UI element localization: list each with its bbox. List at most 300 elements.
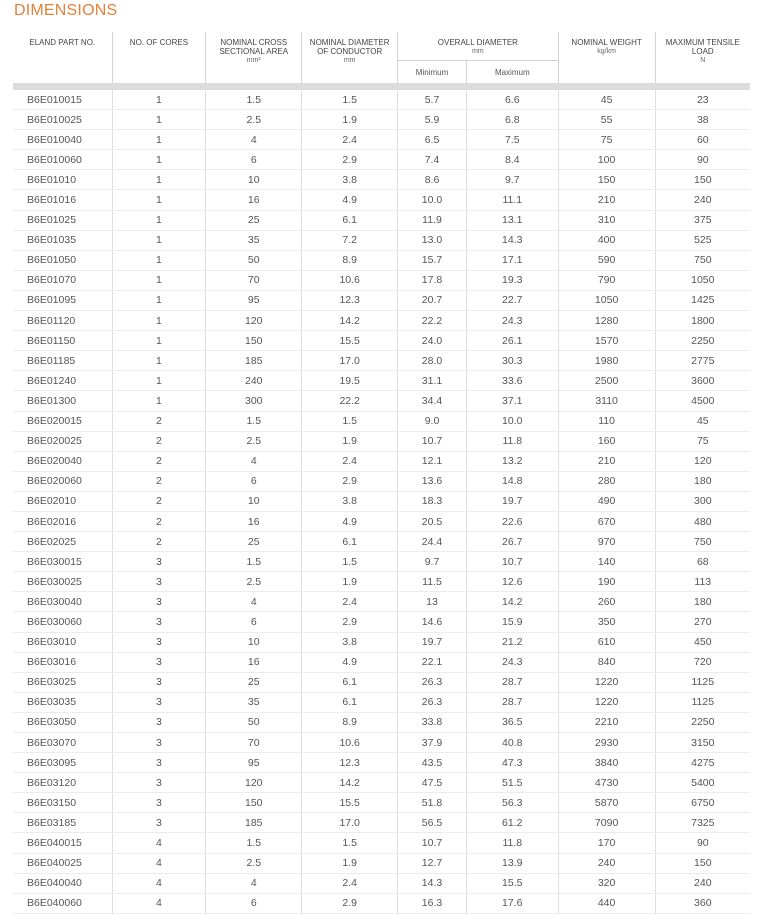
cell-cores: 3 (112, 712, 206, 732)
cell-conductor-diameter: 3.8 (302, 632, 398, 652)
cell-overall-min: 5.7 (398, 90, 467, 110)
cell-csa: 70 (206, 733, 302, 753)
cell-csa: 4 (206, 873, 302, 893)
table-row (13, 150, 750, 170)
cell-weight: 100 (558, 150, 655, 170)
cell-overall-min: 20.7 (398, 290, 467, 310)
cell-cores: 3 (112, 813, 206, 833)
cell-part-no: B6E01010 (13, 170, 112, 190)
cell-part-no: B6E03010 (13, 632, 112, 652)
table-row (13, 431, 750, 451)
cell-part-no: B6E020025 (13, 431, 112, 451)
cell-csa: 4 (206, 592, 302, 612)
cell-weight: 75 (558, 130, 655, 150)
cell-conductor-diameter: 14.2 (302, 311, 398, 331)
cell-csa: 50 (206, 250, 302, 270)
cell-tensile-load: 38 (655, 110, 750, 130)
cell-weight: 3840 (558, 753, 655, 773)
cell-overall-max: 47.3 (466, 753, 558, 773)
cell-csa: 1.5 (206, 833, 302, 853)
header-weight-label: NOMINAL WEIGHT (571, 38, 642, 47)
cell-conductor-diameter: 1.5 (302, 552, 398, 572)
cell-weight: 190 (558, 572, 655, 592)
cell-cores: 4 (112, 853, 206, 873)
cell-overall-min: 24.0 (398, 331, 467, 351)
cell-csa: 6 (206, 471, 302, 491)
cell-tensile-load: 90 (655, 150, 750, 170)
cell-overall-min: 7.4 (398, 150, 467, 170)
cell-tensile-load: 480 (655, 511, 750, 531)
header-divider (13, 83, 750, 90)
cell-cores: 1 (112, 190, 206, 210)
cell-overall-max: 14.3 (466, 230, 558, 250)
cell-conductor-diameter: 2.4 (302, 873, 398, 893)
cell-csa: 120 (206, 773, 302, 793)
cell-part-no: B6E01120 (13, 311, 112, 331)
cell-part-no: B6E03185 (13, 813, 112, 833)
cell-part-no: B6E020060 (13, 471, 112, 491)
cell-overall-max: 24.3 (466, 652, 558, 672)
cell-part-no: B6E03150 (13, 793, 112, 813)
cell-overall-max: 28.7 (466, 672, 558, 692)
cell-csa: 150 (206, 793, 302, 813)
cell-tensile-load: 180 (655, 592, 750, 612)
cell-part-no: B6E020040 (13, 451, 112, 471)
cell-weight: 4730 (558, 773, 655, 793)
cell-part-no: B6E02025 (13, 532, 112, 552)
cell-overall-min: 10.7 (398, 833, 467, 853)
cell-part-no: B6E040025 (13, 853, 112, 873)
table-row (13, 250, 750, 270)
cell-tensile-load: 270 (655, 612, 750, 632)
cell-conductor-diameter: 4.9 (302, 190, 398, 210)
cell-conductor-diameter: 4.9 (302, 511, 398, 531)
cell-tensile-load: 45 (655, 411, 750, 431)
cell-csa: 16 (206, 652, 302, 672)
cell-conductor-diameter: 1.9 (302, 572, 398, 592)
table-row (13, 311, 750, 331)
cell-cores: 1 (112, 351, 206, 371)
cell-part-no: B6E030025 (13, 572, 112, 592)
cell-overall-max: 6.8 (466, 110, 558, 130)
header-diameter (302, 32, 398, 83)
cell-part-no: B6E01070 (13, 270, 112, 290)
cell-overall-min: 19.7 (398, 632, 467, 652)
cell-cores: 1 (112, 170, 206, 190)
header-overall-label: OVERALL DIAMETER (437, 38, 518, 47)
cell-conductor-diameter: 15.5 (302, 793, 398, 813)
cell-part-no: B6E030015 (13, 552, 112, 572)
cell-cores: 1 (112, 371, 206, 391)
cell-weight: 1570 (558, 331, 655, 351)
cell-overall-max: 9.7 (466, 170, 558, 190)
cell-cores: 4 (112, 873, 206, 893)
cell-csa: 25 (206, 672, 302, 692)
cell-cores: 4 (112, 893, 206, 913)
cell-tensile-load: 300 (655, 491, 750, 511)
cell-weight: 350 (558, 612, 655, 632)
cell-tensile-load: 4500 (655, 391, 750, 411)
cell-weight: 1050 (558, 290, 655, 310)
cell-conductor-diameter: 6.1 (302, 210, 398, 230)
cell-csa: 185 (206, 813, 302, 833)
cell-cores: 2 (112, 411, 206, 431)
cell-csa: 35 (206, 692, 302, 712)
cell-cores: 3 (112, 672, 206, 692)
header-cores (112, 32, 206, 83)
cell-part-no: B6E03070 (13, 733, 112, 753)
cell-cores: 1 (112, 150, 206, 170)
cell-csa: 120 (206, 311, 302, 331)
cell-overall-min: 14.3 (398, 873, 467, 893)
table-row (13, 692, 750, 712)
table-row (13, 371, 750, 391)
cell-overall-max: 30.3 (466, 351, 558, 371)
table-row (13, 110, 750, 130)
cell-overall-min: 24.4 (398, 532, 467, 552)
cell-conductor-diameter: 2.4 (302, 130, 398, 150)
cell-overall-min: 18.3 (398, 491, 467, 511)
cell-overall-min: 22.2 (398, 311, 467, 331)
cell-overall-min: 20.5 (398, 511, 467, 531)
cell-tensile-load: 240 (655, 873, 750, 893)
cell-overall-max: 12.6 (466, 572, 558, 592)
header-tensile-unit: N (700, 57, 706, 64)
cell-csa: 2.5 (206, 431, 302, 451)
table-row (13, 451, 750, 471)
header-part-no-label: ELAND PART NO. (29, 38, 96, 47)
table-row (13, 833, 750, 853)
cell-weight: 590 (558, 250, 655, 270)
cell-tensile-load: 1425 (655, 290, 750, 310)
table-row (13, 170, 750, 190)
cell-weight: 320 (558, 873, 655, 893)
table-row (13, 511, 750, 531)
cell-weight: 970 (558, 532, 655, 552)
cell-part-no: B6E030040 (13, 592, 112, 612)
cell-conductor-diameter: 12.3 (302, 290, 398, 310)
cell-csa: 50 (206, 712, 302, 732)
cell-conductor-diameter: 7.2 (302, 230, 398, 250)
cell-cores: 1 (112, 230, 206, 250)
cell-weight: 260 (558, 592, 655, 612)
cell-csa: 35 (206, 230, 302, 250)
cell-cores: 1 (112, 290, 206, 310)
cell-tensile-load: 113 (655, 572, 750, 592)
cell-cores: 3 (112, 753, 206, 773)
cell-overall-min: 12.7 (398, 853, 467, 873)
cell-tensile-load: 720 (655, 652, 750, 672)
cell-overall-min: 22.1 (398, 652, 467, 672)
cell-part-no: B6E03050 (13, 712, 112, 732)
cell-tensile-load: 750 (655, 532, 750, 552)
cell-overall-max: 33.6 (466, 371, 558, 391)
cell-weight: 610 (558, 632, 655, 652)
cell-overall-max: 26.1 (466, 331, 558, 351)
cell-csa: 2.5 (206, 572, 302, 592)
cell-cores: 1 (112, 210, 206, 230)
cell-overall-max: 13.2 (466, 451, 558, 471)
cell-cores: 3 (112, 692, 206, 712)
cell-csa: 2.5 (206, 110, 302, 130)
cell-overall-min: 12.1 (398, 451, 467, 471)
cell-tensile-load: 120 (655, 451, 750, 471)
cell-part-no: B6E030060 (13, 612, 112, 632)
cell-overall-max: 15.9 (466, 612, 558, 632)
page-title: DIMENSIONS (14, 2, 118, 19)
table-row (13, 411, 750, 431)
cell-csa: 185 (206, 351, 302, 371)
cell-tensile-load: 75 (655, 431, 750, 451)
cell-cores: 1 (112, 250, 206, 270)
cell-conductor-diameter: 6.1 (302, 532, 398, 552)
cell-weight: 1220 (558, 672, 655, 692)
cell-tensile-load: 1125 (655, 692, 750, 712)
cell-weight: 150 (558, 170, 655, 190)
cell-conductor-diameter: 10.6 (302, 733, 398, 753)
header-csa (206, 32, 302, 83)
table-row (13, 773, 750, 793)
cell-overall-max: 10.0 (466, 411, 558, 431)
table-row (13, 210, 750, 230)
cell-cores: 1 (112, 130, 206, 150)
cell-tensile-load: 150 (655, 853, 750, 873)
cell-weight: 2210 (558, 712, 655, 732)
table-row (13, 90, 750, 110)
table-row (13, 853, 750, 873)
cell-weight: 210 (558, 190, 655, 210)
table-row (13, 290, 750, 310)
cell-conductor-diameter: 1.5 (302, 90, 398, 110)
cell-conductor-diameter: 2.9 (302, 471, 398, 491)
table-row (13, 230, 750, 250)
cell-tensile-load: 1125 (655, 672, 750, 692)
cell-tensile-load: 375 (655, 210, 750, 230)
cell-csa: 16 (206, 511, 302, 531)
table-row (13, 391, 750, 411)
cell-cores: 1 (112, 311, 206, 331)
table-row (13, 471, 750, 491)
cell-tensile-load: 2250 (655, 712, 750, 732)
cell-overall-max: 11.1 (466, 190, 558, 210)
header-weight (558, 32, 655, 83)
cell-tensile-load: 750 (655, 250, 750, 270)
cell-overall-max: 22.6 (466, 511, 558, 531)
cell-overall-min: 31.1 (398, 371, 467, 391)
cell-weight: 310 (558, 210, 655, 230)
cell-tensile-load: 1050 (655, 270, 750, 290)
cell-part-no: B6E01095 (13, 290, 112, 310)
cell-overall-min: 13 (398, 592, 467, 612)
cell-csa: 1.5 (206, 411, 302, 431)
cell-part-no: B6E010060 (13, 150, 112, 170)
table-row (13, 331, 750, 351)
cell-overall-max: 15.5 (466, 873, 558, 893)
header-csa-unit: mm² (246, 57, 261, 64)
table-row (13, 873, 750, 893)
cell-overall-max: 14.8 (466, 471, 558, 491)
cell-conductor-diameter: 4.9 (302, 652, 398, 672)
table-row (13, 632, 750, 652)
cell-tensile-load: 3600 (655, 371, 750, 391)
cell-weight: 440 (558, 893, 655, 913)
cell-overall-min: 13.6 (398, 471, 467, 491)
table-row (13, 491, 750, 511)
cell-weight: 3110 (558, 391, 655, 411)
cell-overall-max: 28.7 (466, 692, 558, 712)
table-row (13, 190, 750, 210)
cell-conductor-diameter: 1.9 (302, 853, 398, 873)
cell-overall-max: 56.3 (466, 793, 558, 813)
cell-overall-max: 11.8 (466, 431, 558, 451)
cell-cores: 1 (112, 90, 206, 110)
cell-conductor-diameter: 22.2 (302, 391, 398, 411)
cell-overall-min: 11.9 (398, 210, 467, 230)
cell-overall-min: 17.8 (398, 270, 467, 290)
cell-cores: 3 (112, 733, 206, 753)
cell-weight: 2930 (558, 733, 655, 753)
cell-conductor-diameter: 6.1 (302, 672, 398, 692)
cell-overall-min: 9.7 (398, 552, 467, 572)
cell-conductor-diameter: 2.9 (302, 893, 398, 913)
cell-overall-min: 11.5 (398, 572, 467, 592)
cell-conductor-diameter: 8.9 (302, 712, 398, 732)
cell-overall-min: 51.8 (398, 793, 467, 813)
cell-csa: 95 (206, 753, 302, 773)
cell-part-no: B6E02010 (13, 491, 112, 511)
cell-csa: 70 (206, 270, 302, 290)
cell-part-no: B6E020015 (13, 411, 112, 431)
cell-conductor-diameter: 15.5 (302, 331, 398, 351)
cell-tensile-load: 5400 (655, 773, 750, 793)
cell-weight: 670 (558, 511, 655, 531)
cell-tensile-load: 2775 (655, 351, 750, 371)
cell-weight: 1980 (558, 351, 655, 371)
cell-cores: 3 (112, 552, 206, 572)
cell-overall-max: 11.8 (466, 833, 558, 853)
cell-overall-min: 26.3 (398, 672, 467, 692)
header-part-no (13, 32, 112, 83)
cell-conductor-diameter: 1.5 (302, 833, 398, 853)
cell-conductor-diameter: 3.8 (302, 170, 398, 190)
cell-csa: 6 (206, 150, 302, 170)
cell-cores: 1 (112, 391, 206, 411)
cell-part-no: B6E01035 (13, 230, 112, 250)
cell-overall-max: 17.1 (466, 250, 558, 270)
cell-cores: 3 (112, 592, 206, 612)
cell-weight: 1280 (558, 311, 655, 331)
cell-part-no: B6E010040 (13, 130, 112, 150)
cell-weight: 490 (558, 491, 655, 511)
cell-weight: 170 (558, 833, 655, 853)
cell-overall-max: 26.7 (466, 532, 558, 552)
table-row (13, 712, 750, 732)
cell-tensile-load: 7325 (655, 813, 750, 833)
cell-csa: 4 (206, 130, 302, 150)
cell-part-no: B6E01240 (13, 371, 112, 391)
table-row (13, 130, 750, 150)
cell-weight: 1220 (558, 692, 655, 712)
cell-conductor-diameter: 14.2 (302, 773, 398, 793)
cell-overall-max: 37.1 (466, 391, 558, 411)
cell-overall-min: 9.0 (398, 411, 467, 431)
cell-overall-min: 13.0 (398, 230, 467, 250)
cell-tensile-load: 180 (655, 471, 750, 491)
header-overall-diameter (398, 32, 559, 61)
cell-cores: 2 (112, 511, 206, 531)
cell-weight: 280 (558, 471, 655, 491)
cell-overall-min: 15.7 (398, 250, 467, 270)
header-tensile (655, 32, 750, 83)
cell-cores: 2 (112, 532, 206, 552)
cell-overall-min: 43.5 (398, 753, 467, 773)
cell-tensile-load: 2250 (655, 331, 750, 351)
cell-conductor-diameter: 1.9 (302, 110, 398, 130)
cell-part-no: B6E040015 (13, 833, 112, 853)
cell-part-no: B6E01150 (13, 331, 112, 351)
cell-overall-max: 14.2 (466, 592, 558, 612)
table-row (13, 270, 750, 290)
cell-csa: 150 (206, 331, 302, 351)
cell-csa: 300 (206, 391, 302, 411)
cell-overall-max: 17.6 (466, 893, 558, 913)
cell-part-no: B6E03025 (13, 672, 112, 692)
cell-csa: 6 (206, 893, 302, 913)
cell-tensile-load: 68 (655, 552, 750, 572)
cell-conductor-diameter: 3.8 (302, 491, 398, 511)
header-overall-unit: mm (472, 48, 484, 55)
cell-conductor-diameter: 8.9 (302, 250, 398, 270)
cell-weight: 5870 (558, 793, 655, 813)
cell-overall-min: 8.6 (398, 170, 467, 190)
cell-tensile-load: 525 (655, 230, 750, 250)
header-cores-label: NO. OF CORES (129, 38, 189, 47)
cell-tensile-load: 150 (655, 170, 750, 190)
cell-weight: 790 (558, 270, 655, 290)
table-row (13, 351, 750, 371)
cell-overall-min: 6.5 (398, 130, 467, 150)
table-row (13, 733, 750, 753)
table-row (13, 893, 750, 913)
cell-overall-min: 56.5 (398, 813, 467, 833)
cell-part-no: B6E03095 (13, 753, 112, 773)
cell-cores: 2 (112, 471, 206, 491)
cell-conductor-diameter: 12.3 (302, 753, 398, 773)
cell-weight: 55 (558, 110, 655, 130)
cell-tensile-load: 240 (655, 190, 750, 210)
cell-conductor-diameter: 2.9 (302, 150, 398, 170)
cell-part-no: B6E01300 (13, 391, 112, 411)
header-diameter-label: NOMINAL DIAMETER OF CONDUCTOR (309, 38, 390, 56)
table-body (13, 90, 750, 913)
header-maximum: Maximum (466, 61, 558, 84)
table-row (13, 813, 750, 833)
cell-part-no: B6E01050 (13, 250, 112, 270)
cell-tensile-load: 4275 (655, 753, 750, 773)
cell-cores: 2 (112, 491, 206, 511)
cell-part-no: B6E040040 (13, 873, 112, 893)
table-row (13, 672, 750, 692)
cell-overall-max: 13.1 (466, 210, 558, 230)
cell-csa: 16 (206, 190, 302, 210)
cell-overall-min: 26.3 (398, 692, 467, 712)
cell-tensile-load: 1800 (655, 311, 750, 331)
cell-csa: 240 (206, 371, 302, 391)
cell-tensile-load: 90 (655, 833, 750, 853)
cell-overall-min: 16.3 (398, 893, 467, 913)
cell-overall-min: 34.4 (398, 391, 467, 411)
cell-part-no: B6E01185 (13, 351, 112, 371)
